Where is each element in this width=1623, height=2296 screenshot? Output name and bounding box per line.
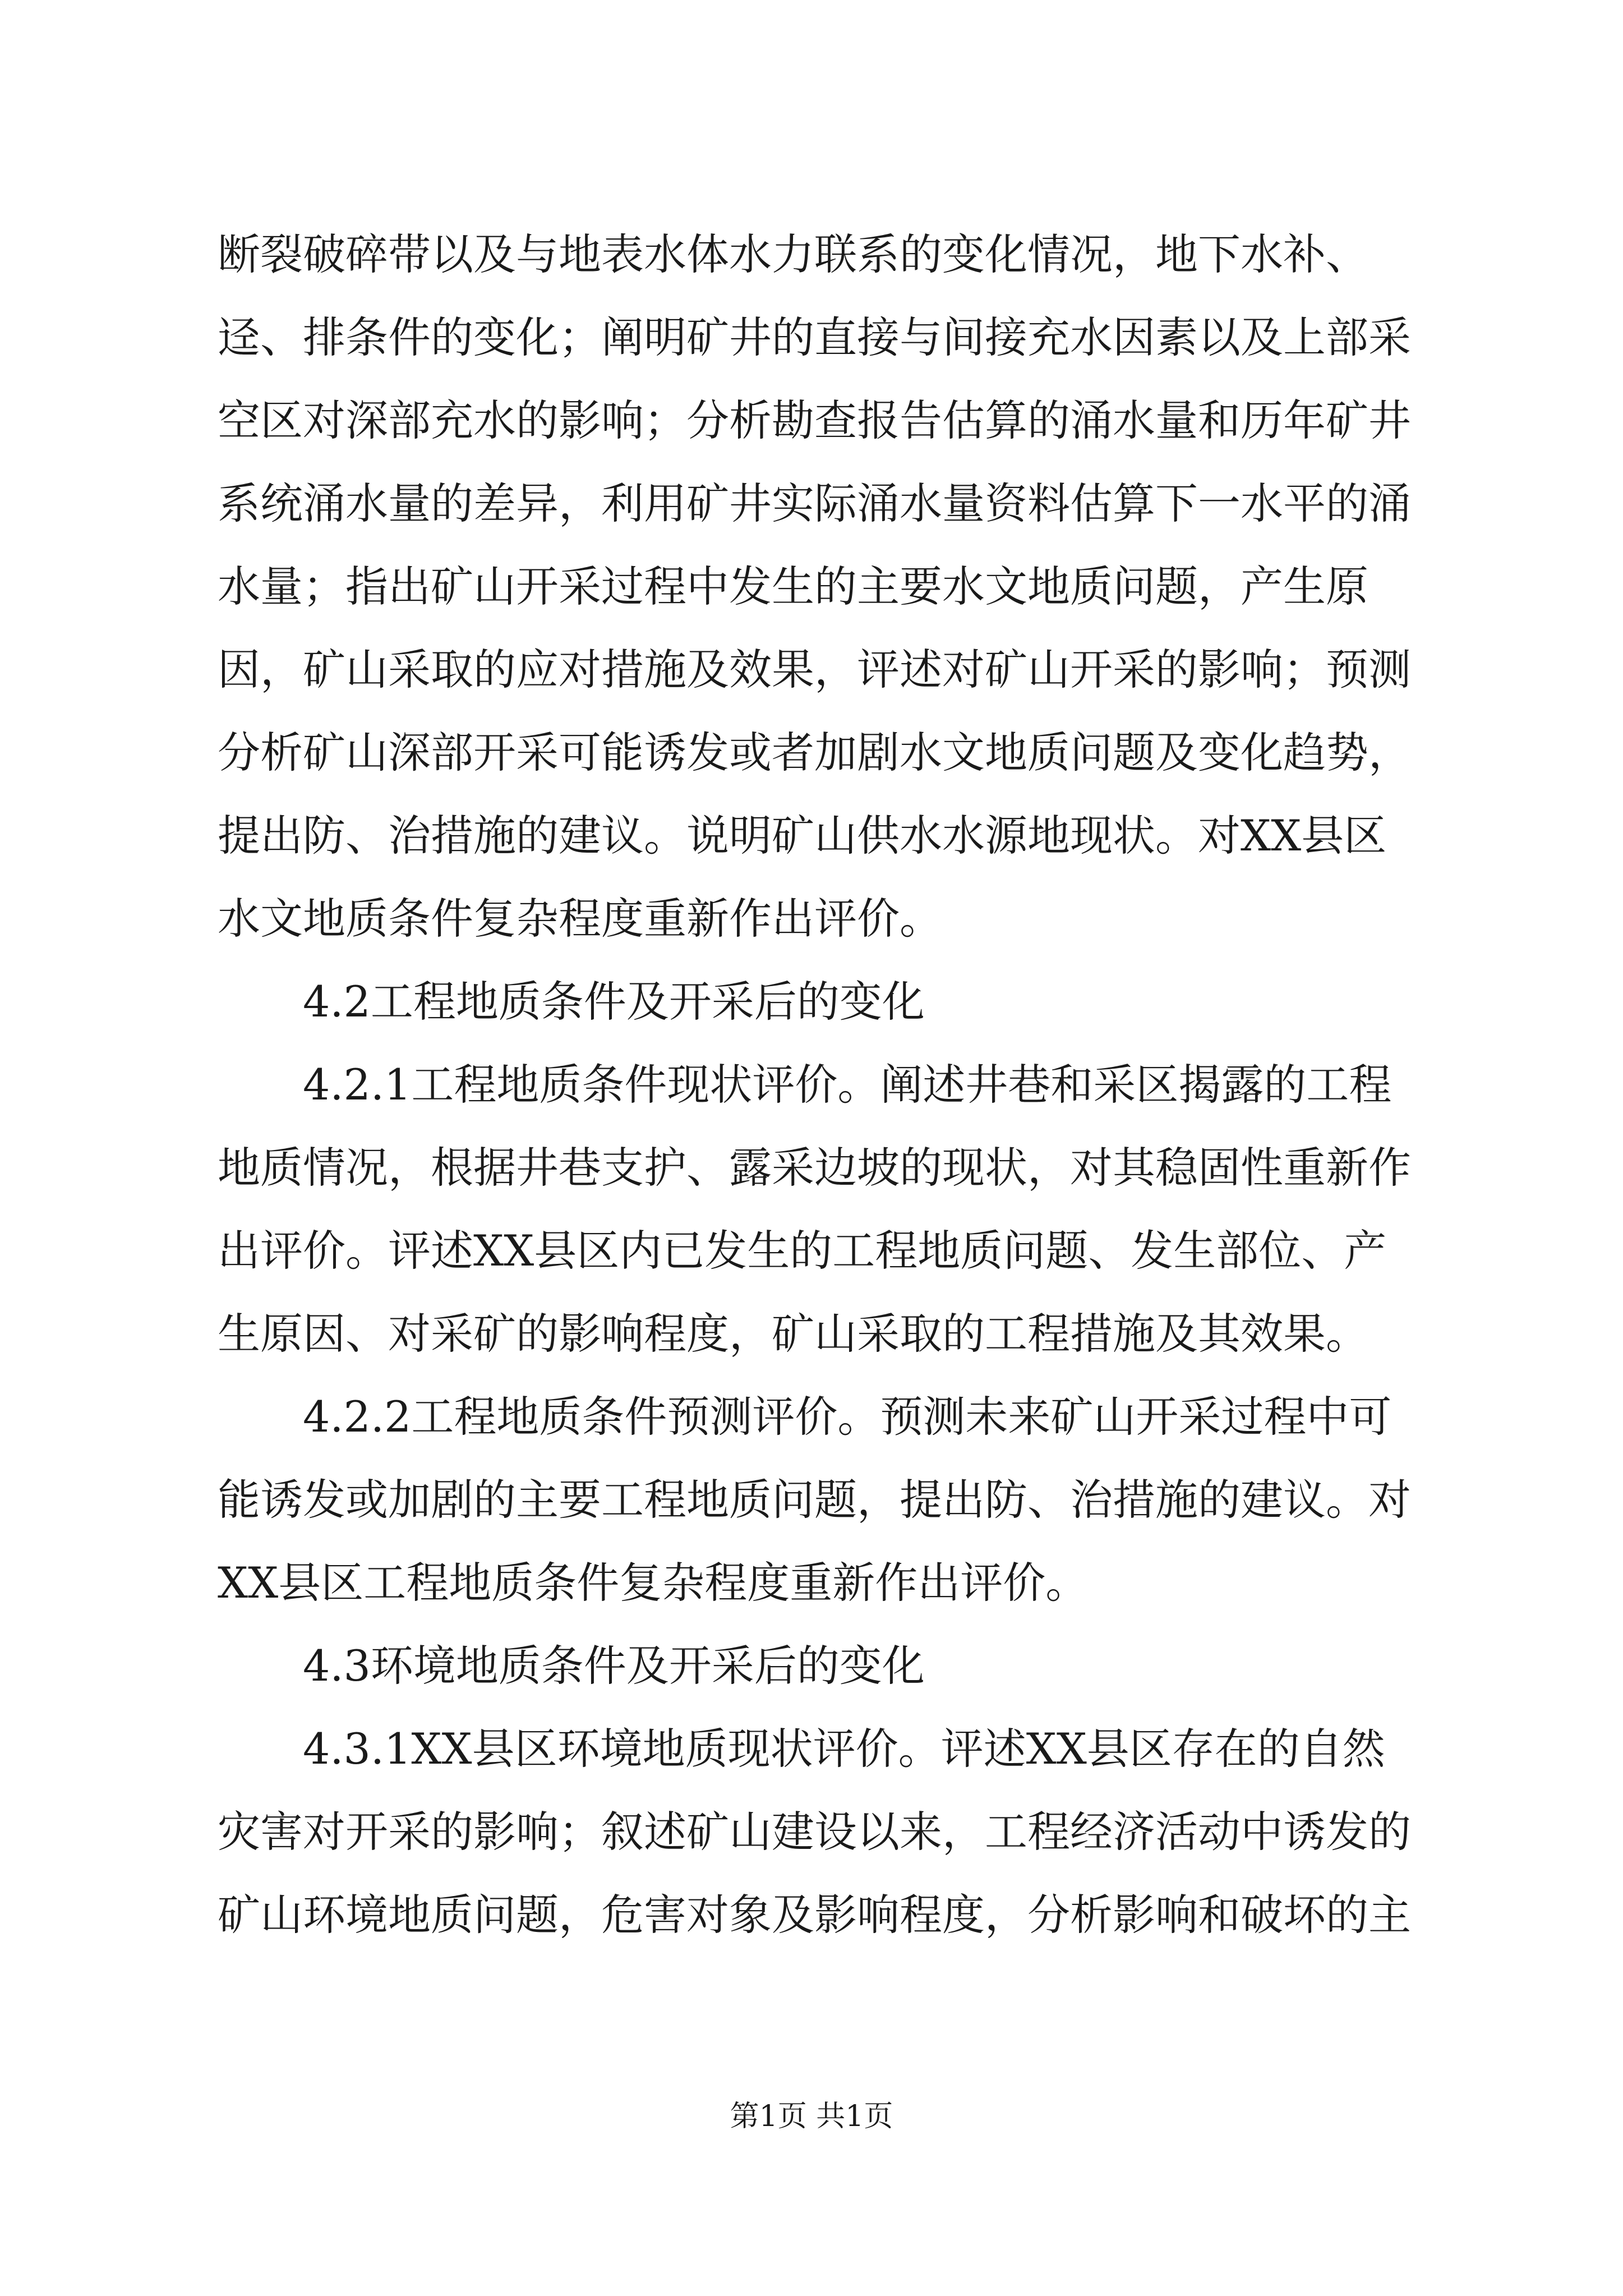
paragraph-line: 涌水量的差异，利用矿井实际涌水量资料估算下一水平的涌水量； — [218, 478, 1411, 611]
paragraph-line: 深部开采可能诱发或者加剧水文地质问题及变化趋势，提出防、 — [218, 728, 1411, 861]
paragraph-line: 地质情况，根据井巷支护、露采边坡的现状，对其稳固性重新作 — [218, 1143, 1411, 1193]
paragraph-p6 — [218, 1708, 1423, 1957]
paragraph-line: 灾害对开采的影响；叙述矿山建设以来，工程经济活动中诱发的 — [218, 1807, 1411, 1857]
paragraph-line: 指出矿山开采过程中发生的主要水文地质问题，产生原因，矿山 — [218, 562, 1368, 694]
paragraph-line: 4.3环境地质条件及开采后的变化 — [303, 1641, 925, 1691]
paragraph-line: 断裂破碎带以及与地表水体水力联系的变化情况，地下水补、迳、 — [218, 229, 1368, 362]
document-body — [218, 213, 1423, 1957]
paragraph-line: 生原因、对采矿的影响程度，矿山采取的工程措施及其效果。 — [218, 1309, 1368, 1359]
paragraph-line: 4.2.2工程地质条件预测评价。预测未来矿山开采过程中可 — [303, 1392, 1392, 1442]
paragraph-line: 4.2工程地质条件及开采后的变化 — [303, 977, 925, 1027]
paragraph-line: 4.2.1工程地质条件现状评价。阐述井巷和采区揭露的工程 — [303, 1060, 1392, 1110]
paragraph-line: 对深部充水的影响；分析勘查报告估算的涌水量和历年矿井系统 — [218, 395, 1411, 528]
paragraph-line: 4.3.1XX县区环境地质现状评价。评述XX县区存在的自然 — [303, 1724, 1385, 1774]
paragraph-p4 — [218, 1375, 1423, 1625]
paragraph-line: 对XX县区工程地质条件复杂程度重新作出评价。 — [218, 1475, 1411, 1608]
paragraph-line: 采取的应对措施及效果，评述对矿山开采的影响；预测分析矿山 — [218, 645, 1411, 777]
paragraph-line: 能诱发或加剧的主要工程地质问题，提出防、治措施的建议。 — [218, 1475, 1368, 1525]
paragraph-p1 — [218, 213, 1423, 960]
paragraph-p5 — [218, 1625, 1423, 1708]
page-footer: 第1页 共1页 — [730, 2100, 893, 2133]
paragraph-line: 排条件的变化；阐明矿井的直接与间接充水因素以及上部采空区 — [218, 312, 1411, 445]
paragraph-line: 条件复杂程度重新作出评价。 — [388, 894, 942, 944]
paragraph-line: 治措施的建议。说明矿山供水水源地现状。对XX县区水文地质 — [218, 811, 1387, 944]
paragraph-line: 矿山环境地质问题，危害对象及影响程度，分析影响和破坏的主 — [218, 1890, 1411, 1940]
paragraph-p3 — [218, 1043, 1423, 1375]
paragraph-line: 出评价。评述XX县区内已发生的工程地质问题、发生部位、产 — [218, 1226, 1387, 1276]
paragraph-p2 — [218, 960, 1423, 1043]
